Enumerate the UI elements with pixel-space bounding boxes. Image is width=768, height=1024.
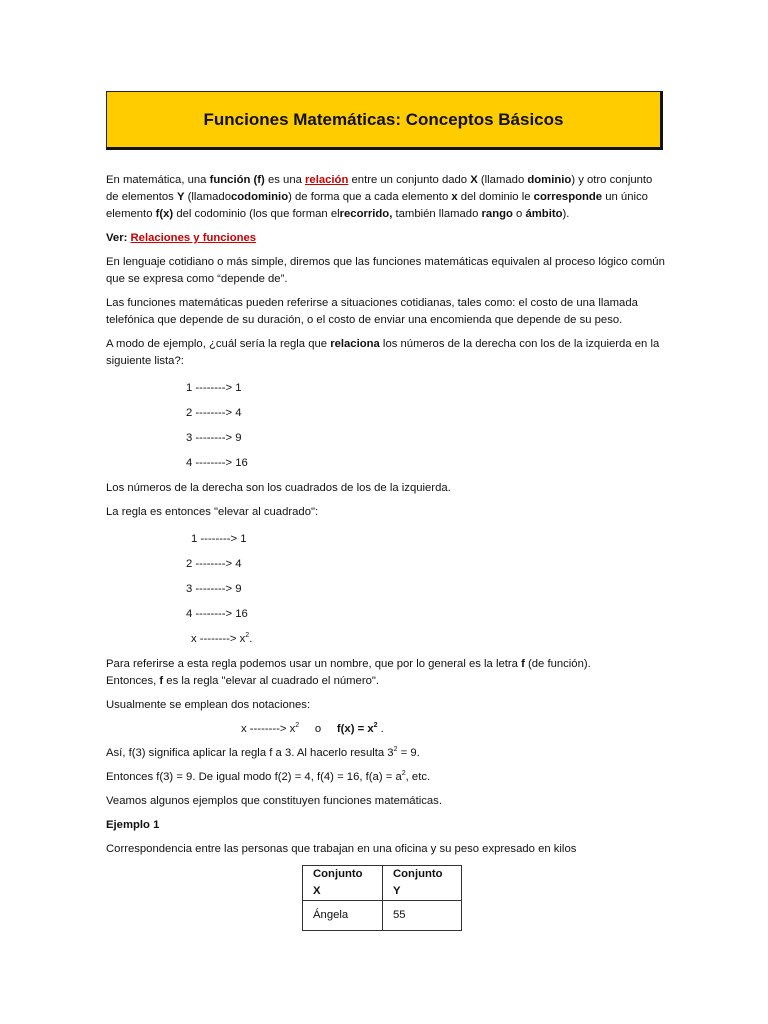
list-item: 4 --------> 16 <box>186 457 248 469</box>
superscript: 2 <box>393 746 398 754</box>
bold-term: Y <box>176 191 185 203</box>
text: o <box>512 208 526 220</box>
intro-paragraph <box>106 172 666 223</box>
bold-term: relaciona <box>330 338 380 350</box>
everyday-paragraph: En lenguaje cotidiano o más simple, diremos que las funciones matemáticas equivalen al proceso lógico común que se expresa como “depende de”. <box>106 256 665 285</box>
bold-term: f(x) <box>155 208 174 220</box>
text: es una <box>264 174 306 186</box>
text: x --------> x <box>191 633 246 645</box>
rule-paragraph: La regla es entonces "elevar al cuadrado": <box>106 506 319 518</box>
text: En matemática, una <box>106 174 210 186</box>
table-header: Conjunto X <box>303 866 383 901</box>
text: también llamado <box>392 208 482 220</box>
bold-term: f <box>159 675 164 687</box>
text: un único elemento <box>106 191 648 220</box>
superscript: 2 <box>295 722 300 730</box>
list-item-x <box>106 631 666 648</box>
text: Así, f(3) significa aplicar la regla f a 3. Al hacerlo resulta 3 <box>106 747 394 759</box>
text: del codominio (los que forman el <box>173 208 340 220</box>
entonces-paragraph <box>106 769 666 786</box>
table-cell: 55 <box>383 901 462 931</box>
text: es la regla "elevar al cuadrado el número". <box>163 675 380 687</box>
table-header-row <box>303 866 462 901</box>
text: Entonces, <box>106 675 160 687</box>
list-item: 4 --------> 16 <box>186 608 248 620</box>
situations-paragraph: Las funciones matemáticas pueden referirse a situaciones cotidianas, tales como: el costo de una llamada telefónica que depende de su duración, o el costo de enviar una encomienda que depende de su peso. <box>106 297 638 326</box>
text: ) de forma que a cada elemento <box>288 191 452 203</box>
text: = 9. <box>397 747 420 759</box>
text: ) y otro conjunto de elementos <box>106 174 653 203</box>
see-also <box>106 230 666 247</box>
bold-term: Ejemplo 1 <box>106 819 160 831</box>
bold-term: función (f) <box>209 174 265 186</box>
superscript: 2 <box>401 770 406 778</box>
text: . <box>249 633 253 645</box>
list-item: 1 --------> 1 <box>186 382 242 394</box>
example-table-wrapper <box>302 865 666 931</box>
see-label: Ver: <box>106 232 128 244</box>
veamos-paragraph: Veamos algunos ejemplos que constituyen funciones matemáticas. <box>106 795 442 807</box>
table-cell: Ángela <box>303 901 383 931</box>
example-question <box>106 336 666 370</box>
text: (llamado <box>477 174 528 186</box>
asi-paragraph <box>106 745 666 762</box>
text: (de función). <box>524 658 591 670</box>
list-item: 2 --------> 4 <box>186 407 242 419</box>
document-body <box>106 172 666 931</box>
text: los números de la derecha con los de la izquierda en la siguiente lista?: <box>106 338 660 367</box>
example-table <box>302 865 462 931</box>
bold-term: ámbito <box>525 208 563 220</box>
text: A modo de ejemplo, ¿cuál sería la regla que <box>106 338 331 350</box>
bold-term: f <box>521 658 525 670</box>
table-row <box>303 901 462 931</box>
list-item: 2 --------> 4 <box>186 558 242 570</box>
bold-term: X <box>470 174 478 186</box>
title-box <box>106 91 663 150</box>
bold-term: recorrido, <box>339 208 393 220</box>
text: (llamado <box>184 191 231 203</box>
notation-line <box>106 721 666 738</box>
bold-term: codominio <box>230 191 289 203</box>
text: ). <box>562 208 570 220</box>
table-header: Conjunto Y <box>383 866 462 901</box>
bold-term: f(x) = x <box>336 723 374 735</box>
relacion-link[interactable]: relación <box>305 174 349 186</box>
text: Para referirse a esta regla podemos usar un nombre, que por lo general es la letra <box>106 658 522 670</box>
text: Entonces f(3) = 9. De igual modo f(2) = 4, f(4) = 16, f(a) = a <box>106 771 402 783</box>
text: entre un conjunto dado <box>348 174 471 186</box>
list-item: 3 --------> 9 <box>186 583 242 595</box>
text: . <box>377 723 384 735</box>
squares-paragraph: Los números de la derecha son los cuadrados de los de la izquierda. <box>106 482 451 494</box>
text: del dominio le <box>457 191 534 203</box>
correspondence-paragraph: Correspondencia entre las personas que trabajan en una oficina y su peso expresado en kilos <box>106 843 577 855</box>
name-paragraph <box>106 656 666 690</box>
list-item: 1 --------> 1 <box>191 533 247 545</box>
superscript: 2 <box>373 722 378 730</box>
bold-term: x <box>451 191 458 203</box>
superscript: 2 <box>245 632 250 640</box>
text: , etc. <box>405 771 431 783</box>
bold-term: rango <box>481 208 513 220</box>
bold-term: corresponde <box>533 191 603 203</box>
bold-term: dominio <box>527 174 572 186</box>
text: x --------> x <box>241 723 296 735</box>
relaciones-funciones-link[interactable]: Relaciones y funciones <box>130 232 257 244</box>
text: o <box>314 723 322 735</box>
page-title: Funciones Matemáticas: Conceptos Básicos <box>203 109 564 129</box>
notations-paragraph: Usualmente se emplean dos notaciones: <box>106 699 311 711</box>
list-item: 3 --------> 9 <box>186 432 242 444</box>
section-heading <box>106 817 666 834</box>
